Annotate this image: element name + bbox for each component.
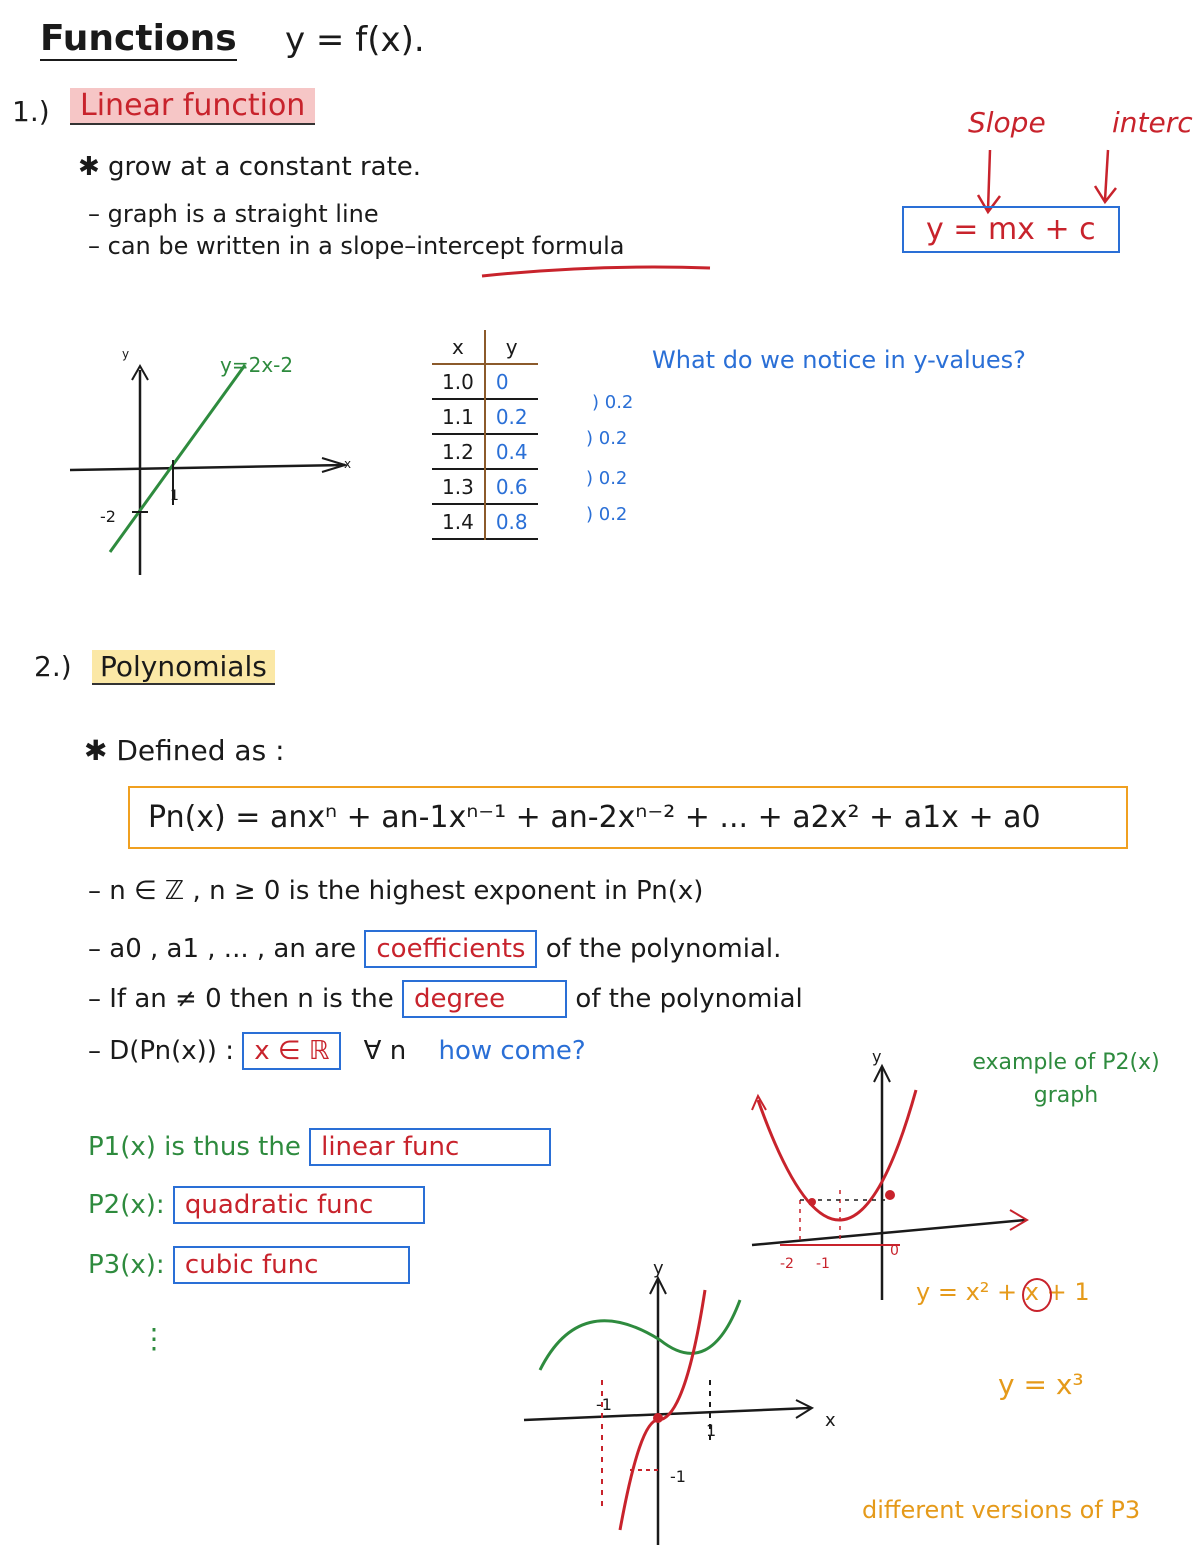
p2-box: quadratic func [173,1186,425,1224]
bullet-straight-line: – graph is a straight line [88,200,379,228]
cubic-equation: y = x³ [998,1368,1084,1401]
linear-tick-x: 1 [170,488,179,504]
cubic-axis-x: x [825,1410,836,1431]
coefficients-box: coefficients [364,930,537,968]
table-cell-x: 1.1 [432,399,485,434]
table-cell-x: 1.2 [432,434,485,469]
cubic-tick-label: -1 [596,1395,612,1414]
slope-annotation: Slope [968,106,1046,139]
y-values-question: What do we notice in y-values? [652,346,1026,374]
domain-question: how come? [438,1036,586,1066]
linear-tick-y: -2 [100,507,116,526]
quadratic-equation: y = x² + x + 1 [916,1278,1090,1306]
continuation-dots: ⋮ [140,1322,168,1355]
table-cell-y: 0.2 [495,404,528,429]
difference-label: ) 0.2 [592,392,634,413]
table-cell-y: 0.8 [495,509,528,534]
cubic-axis-y: y [653,1260,664,1279]
quad-axis-y: y [872,1050,882,1066]
domain-pre: – D(Pn(x)) : [88,1036,234,1066]
cubic-versions-caption: different versions of P3 [862,1496,1141,1524]
difference-label: ) 0.2 [586,428,628,449]
linear-line-label: y=2x-2 [220,353,294,377]
bullet-constant-rate: ✱ grow at a constant rate. [78,152,422,182]
cubic-graph [510,1260,870,1550]
p3-example [88,1250,410,1280]
quad-tick-label: 0 [890,1243,899,1259]
p3-label: P3(x): [88,1250,165,1280]
table-row [432,364,538,399]
table-row [432,469,538,504]
quad-tick-label: -2 [780,1256,794,1272]
table-row [432,434,538,469]
intercept-annotation: interc [1112,106,1193,139]
section2-heading: Polynomials [92,650,275,685]
slope-intercept-formula: y = mx + c [902,206,1120,253]
p2-example [88,1190,425,1220]
table-cell-x: 1.4 [432,504,485,539]
section1-heading: Linear function [70,88,315,125]
title-equation: y = f(x). [285,20,425,60]
degree-post: of the polynomial [575,984,803,1014]
xy-table [432,330,538,540]
linear-graph [60,340,360,585]
difference-label: ) 0.2 [586,468,628,489]
section2-number: 2.) [34,650,72,683]
bullet-slope-intercept: – can be written in a slope–intercept formula [88,232,625,260]
p1-label: P1(x) is thus the [88,1132,301,1162]
difference-label: ) 0.2 [586,504,628,525]
quad-graph-caption: example of P2(x) graph [972,1050,1160,1108]
coefficients-pre: – a0 , a1 , ... , an are [88,934,357,964]
degree-pre: – If an ≠ 0 then n is the [88,984,394,1014]
page-title: Functions [40,18,237,59]
cubic-tick-label: 1 [706,1421,717,1440]
p1-example [88,1132,551,1162]
table-cell-y: 0 [495,369,509,394]
domain-post: ∀ n [363,1036,407,1066]
polynomial-definition: Pn(x) = anxⁿ + an-1xⁿ⁻¹ + an-2xⁿ⁻² + ... + a2x² + a1x + a0 [128,786,1128,849]
table-row [432,504,538,539]
table-header-x: x [432,330,485,364]
section1-number: 1.) [12,95,50,128]
linear-axis-x: x [344,457,352,471]
table-header-y: y [505,334,518,359]
domain-line [88,1036,586,1066]
exponent-line: – n ∈ ℤ , n ≥ 0 is the highest exponent in Pn(x) [88,876,704,906]
table-cell-y: 0.4 [495,439,528,464]
slope-intercept-underline [478,262,718,282]
coefficients-line [88,934,781,964]
degree-box: degree [402,980,567,1018]
table-row [432,399,538,434]
p3-box: cubic func [173,1246,410,1284]
table-cell-x: 1.0 [432,364,485,399]
p1-box: linear func [309,1128,551,1166]
xy-table-wrapper [432,330,538,540]
quad-tick-label: -1 [816,1256,830,1272]
table-cell-x: 1.3 [432,469,485,504]
defined-as-label: ✱ Defined as : [84,734,285,767]
cubic-tick-label: -1 [670,1467,686,1486]
circled-term-marker [1022,1278,1052,1312]
coefficients-post: of the polynomial. [545,934,782,964]
table-cell-y: 0.6 [495,474,528,499]
domain-box: x ∈ ℝ [242,1032,341,1070]
linear-axis-y: y [122,347,130,361]
table-header-row [432,330,538,364]
degree-line [88,984,803,1014]
p2-label: P2(x): [88,1190,165,1220]
